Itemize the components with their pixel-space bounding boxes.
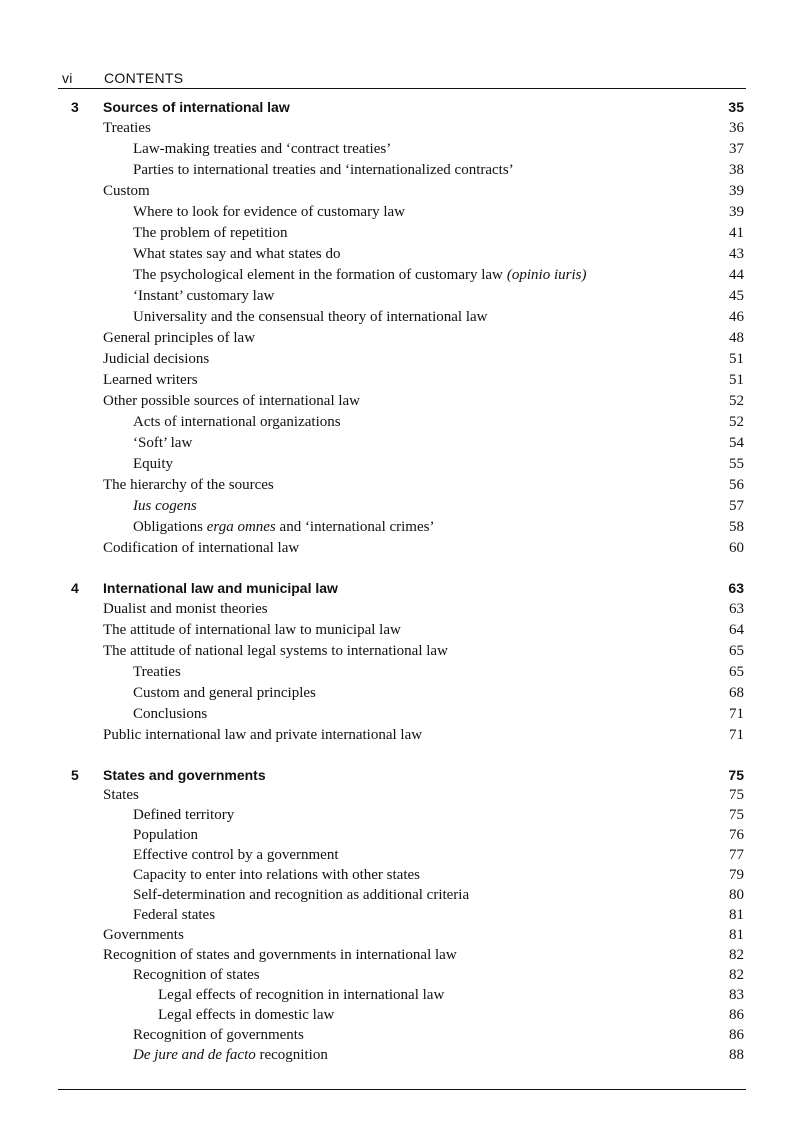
chapter-5 [58,765,746,1065]
toc-entry[interactable] [58,1005,746,1025]
entry-italic-text: (opinio iuris) [506,267,587,283]
toc-entry[interactable] [58,805,746,825]
entry-title [103,370,198,391]
entry-text: Recognition of states and governments in international law [103,947,457,963]
entry-text: Law-making treaties and ‘contract treaties’ [133,141,392,157]
entry-text: Custom and general principles [133,685,316,701]
page-number: 54 [729,435,744,451]
entry-text: Universality and the consensual theory of international law [133,309,488,325]
entry-text: Governments [103,927,184,943]
page-number: 52 [729,393,744,409]
chapter-title: Sources of international law [103,99,290,115]
entry-title [133,412,341,433]
page-number: 68 [729,685,744,701]
entry-title [133,223,288,244]
toc-entry[interactable] [58,620,746,641]
page-number: 48 [729,330,744,346]
entry-text: Recognition of governments [133,1027,304,1043]
running-head-label: CONTENTS [104,70,184,86]
entry-title [133,845,338,865]
entry-text: Learned writers [103,372,198,388]
entry-title [133,160,514,181]
running-head [58,68,746,89]
toc-entry[interactable] [58,965,746,985]
page-number: 63 [728,580,744,596]
toc-entry[interactable] [58,139,746,160]
entry-text: Parties to international treaties and ‘internationalized contracts’ [133,162,514,178]
entry-text: Federal states [133,907,216,923]
entry-title [103,641,448,662]
page-number: 38 [729,162,744,178]
entry-text: Capacity to enter into relations with other states [133,867,421,883]
entry-text: ‘Instant’ customary law [133,288,275,304]
page-number: 35 [728,99,744,115]
entry-title [133,286,274,307]
entry-text: Public international law and private international law [103,727,423,743]
toc-entry[interactable] [58,370,746,391]
toc-entry[interactable] [58,181,746,202]
entry-title [103,181,150,202]
toc-entry[interactable] [58,885,746,905]
entry-title [133,825,198,845]
page-number: 46 [729,309,744,325]
entry-title [103,391,360,412]
page-number: 77 [729,847,744,863]
toc-entry[interactable] [58,925,746,945]
entry-text: Codification of international law [103,540,300,556]
toc-entry[interactable] [58,475,746,496]
entry-text: States [103,787,139,803]
entry-title [133,433,192,454]
toc-entry[interactable] [58,1045,746,1065]
entry-title [133,885,469,905]
entry-text: General principles of law [103,330,256,346]
page-number: 39 [729,204,744,220]
page-number: 45 [729,288,744,304]
entry-text: Effective control by a government [133,847,339,863]
entry-title [133,202,405,223]
page-number: 71 [729,727,744,743]
toc-entry[interactable] [58,725,746,746]
toc-entry[interactable] [58,328,746,349]
toc-entry[interactable] [58,704,746,725]
page-number: 58 [729,519,744,535]
entry-text: Population [133,827,199,843]
entry-title [103,349,209,370]
page-number: 71 [729,706,744,722]
page-number: 43 [729,246,744,262]
entry-text: Treaties [103,120,151,136]
entry-text: Recognition of states [133,967,260,983]
page-number: 81 [729,907,744,923]
page-number: 81 [729,927,744,943]
entry-text: The attitude of international law to municipal law [103,622,401,638]
toc-entry[interactable] [58,454,746,475]
entry-title [133,965,260,985]
toc-entry[interactable] [58,683,746,704]
entry-title [133,139,391,160]
entry-title [133,244,340,265]
entry-text: Judicial decisions [103,351,210,367]
toc-entry[interactable] [58,412,746,433]
toc-entry[interactable] [58,599,746,620]
entry-title [133,307,487,328]
toc-entry[interactable] [58,662,746,683]
page-number: 76 [729,827,744,843]
page-number: 60 [729,540,744,556]
page-number: 56 [729,477,744,493]
chapter-number: 4 [71,580,79,596]
entry-title [133,905,215,925]
page-number: 79 [729,867,744,883]
toc-entry[interactable] [58,538,746,559]
toc-entry[interactable] [58,244,746,265]
page-number: 51 [729,351,744,367]
page-number: 63 [729,601,744,617]
chapter-heading[interactable] [58,765,746,785]
page-number: 64 [729,622,744,638]
entry-title [103,925,184,945]
entry-text: What states say and what states do [133,246,341,262]
toc-entry[interactable] [58,825,746,845]
entry-text: Defined territory [133,807,235,823]
entry-title [133,662,181,683]
entry-title [133,517,434,538]
toc-entry[interactable] [58,223,746,244]
toc-entry[interactable] [58,845,746,865]
page-number: 82 [729,967,744,983]
entry-text: Treaties [133,664,181,680]
entry-text: The psychological element in the formation of customary law [133,267,503,283]
page-number: 41 [729,225,744,241]
entry-title [158,985,444,1005]
page-number: 86 [729,1007,744,1023]
entry-title [103,328,255,349]
table-of-contents [58,97,746,1065]
page-number: 36 [729,120,744,136]
toc-entry[interactable] [58,905,746,925]
entry-text: Acts of international organizations [133,414,341,430]
page-number: 86 [729,1027,744,1043]
page-number: 39 [729,183,744,199]
entry-text: The hierarchy of the sources [103,477,274,493]
toc-entry[interactable] [58,391,746,412]
entry-text: Dualist and monist theories [103,601,268,617]
entry-title [133,683,316,704]
page-number: 75 [729,807,744,823]
bottom-rule [58,1089,746,1090]
chapter-heading[interactable] [58,97,746,118]
entry-text: ‘Soft’ law [133,435,193,451]
chapter-title: International law and municipal law [103,580,338,596]
toc-entry[interactable] [58,1025,746,1045]
entry-title [103,725,422,746]
toc-entry[interactable] [58,265,746,286]
chapter-title: States and governments [103,767,266,783]
entry-title [103,599,268,620]
entry-title [133,865,420,885]
entry-italic-text: De jure and de facto [133,1047,256,1063]
chapter-4 [58,578,746,746]
page-number: 82 [729,947,744,963]
page-number: 83 [729,987,744,1003]
page-number: 51 [729,372,744,388]
entry-text: Where to look for evidence of customary law [133,204,405,220]
page-number: 65 [729,664,744,680]
entry-title [103,945,457,965]
entry-title [103,785,139,805]
toc-entry[interactable] [58,945,746,965]
chapter-number: 5 [71,767,79,783]
entry-text: Obligations [133,519,207,535]
toc-entry[interactable] [58,496,746,517]
entry-title [103,118,151,139]
toc-entry[interactable] [58,985,746,1005]
toc-entry[interactable] [58,307,746,328]
toc-entry[interactable] [58,286,746,307]
entry-text: The attitude of national legal systems to international law [103,643,448,659]
entry-title [158,1005,334,1025]
toc-entry[interactable] [58,785,746,805]
entry-title [133,1045,328,1065]
toc-entry[interactable] [58,118,746,139]
entry-title [133,454,173,475]
entry-text: Self-determination and recognition as additional criteria [133,887,470,903]
toc-entry[interactable] [58,517,746,538]
entry-title [133,496,197,517]
entry-text: The problem of repetition [133,225,288,241]
entry-title [133,265,586,286]
page-number: 57 [729,498,744,514]
entry-text: recognition [255,1047,328,1063]
entry-title [133,1025,304,1045]
page-number: 52 [729,414,744,430]
entry-text: and ‘international crimes’ [275,519,435,535]
toc-entry[interactable] [58,202,746,223]
entry-italic-text: Ius cogens [133,498,197,514]
page-number: 37 [729,141,744,157]
toc-entry[interactable] [58,349,746,370]
entry-title [103,538,299,559]
entry-text: Equity [133,456,173,472]
chapter-number: 3 [71,99,79,115]
chapter-3 [58,97,746,559]
entry-title [133,805,234,825]
entry-text: Custom [103,183,150,199]
entry-text: Legal effects of recognition in international law [158,987,445,1003]
page-folio: vi [62,70,73,86]
entry-title [103,620,401,641]
toc-entry[interactable] [58,865,746,885]
toc-entry[interactable] [58,160,746,181]
page-number: 75 [729,787,744,803]
entry-title [133,704,207,725]
page-number: 44 [729,267,744,283]
page-number: 65 [729,643,744,659]
entry-italic-text: erga omnes [206,519,276,535]
entry-text: Legal effects in domestic law [158,1007,335,1023]
toc-entry[interactable] [58,641,746,662]
toc-entry[interactable] [58,433,746,454]
page-number: 88 [729,1047,744,1063]
entry-text: Conclusions [133,706,208,722]
entry-title [103,475,274,496]
chapter-heading[interactable] [58,578,746,599]
page-number: 55 [729,456,744,472]
page-number: 75 [728,767,744,783]
entry-text: Other possible sources of international law [103,393,361,409]
page-number: 80 [729,887,744,903]
